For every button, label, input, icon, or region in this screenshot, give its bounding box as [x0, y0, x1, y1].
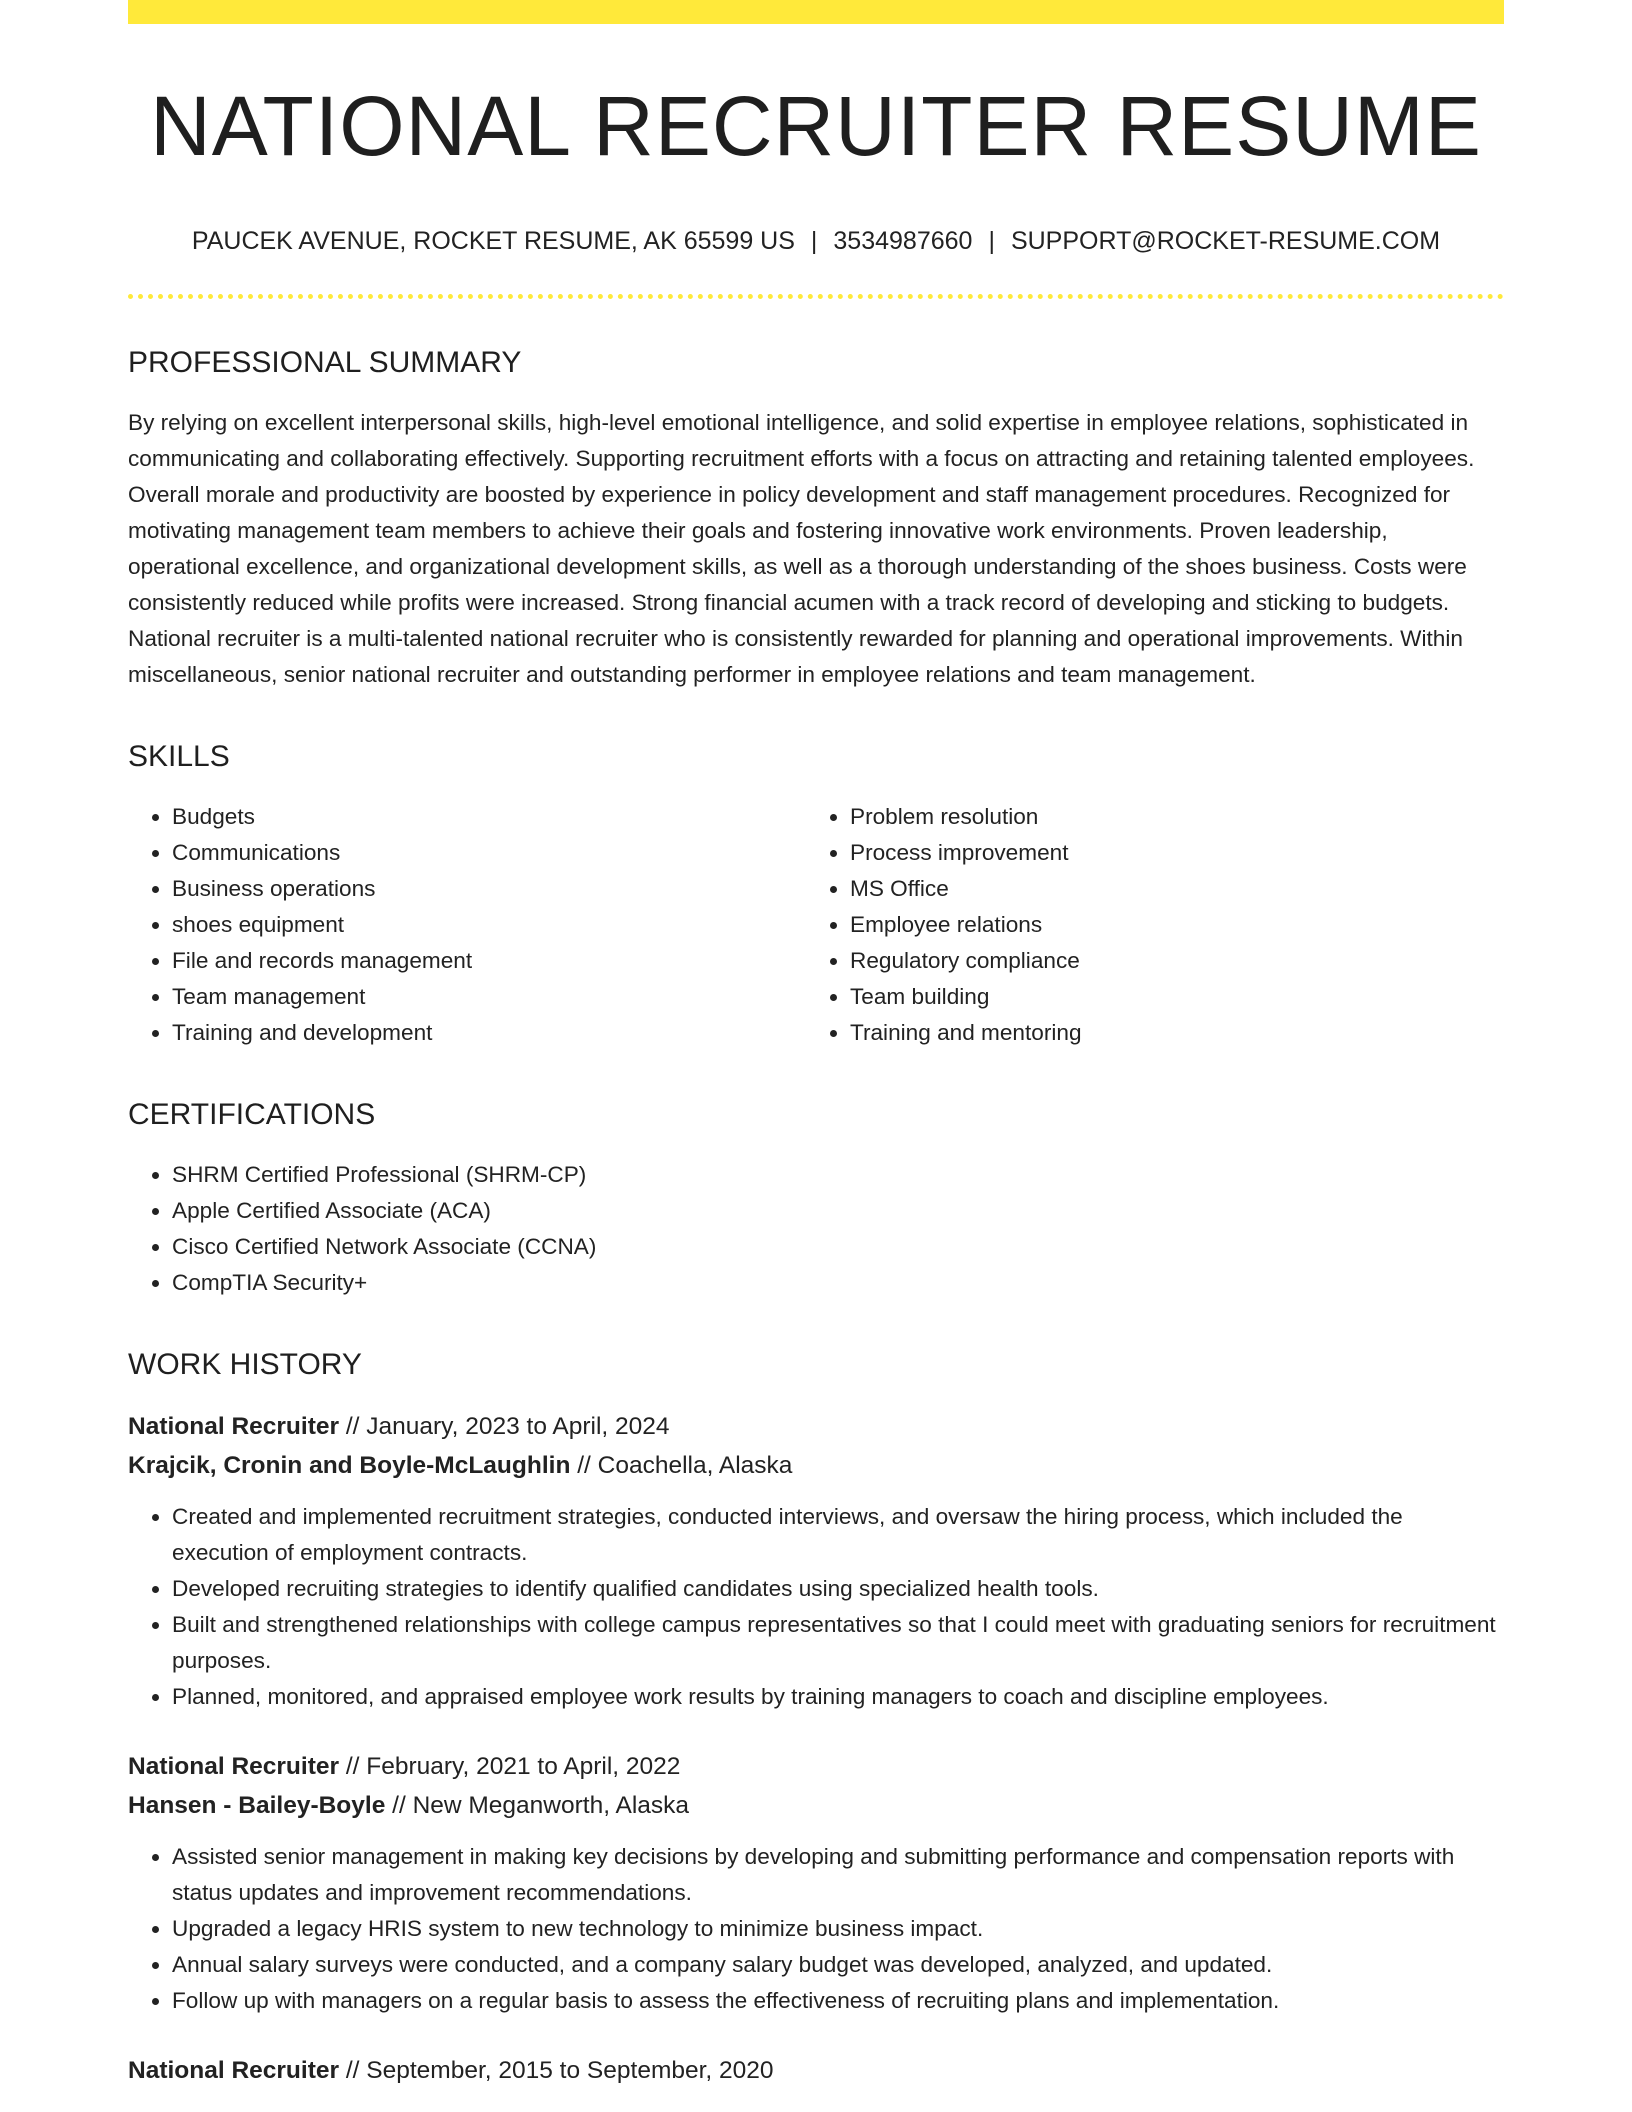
job-bullet: • Upgraded a legacy HRIS system to new technology to minimize business impact.	[172, 1911, 1504, 1947]
resume-page	[128, 0, 1504, 2090]
job-company: Krajcik, Cronin and Boyle-McLaughlin	[128, 1452, 571, 1480]
accent-top-bar	[128, 0, 1504, 24]
job-header	[128, 2051, 1504, 2090]
certification-item: • CompTIA Security+	[172, 1265, 1504, 1301]
job-bullets	[128, 1499, 1504, 1715]
job-company-line	[128, 1446, 1504, 1485]
certification-item: • Apple Certified Associate (ACA)	[172, 1193, 1504, 1229]
job-company: Hansen - Bailey-Boyle	[128, 1792, 386, 1820]
skill-item: • Communications	[172, 835, 806, 871]
summary-text: By relying on excellent interpersonal skills, high-level emotional intelligence, and solid expertise in employee relations, sophisticated in communicating and collaborating effectively. Supporting recruitment efforts with a focus on attracting and retaining talented employees. Overall morale and productivity are boosted by experience in policy development and staff management procedures. Recognized for motivating management team members to achieve their goals and fostering innovative work environments. Proven leadership, operational excellence, and organizational development skills, as well as a thorough understanding of the shoes business. Costs were consistently reduced while profits were increased. Strong financial acumen with a track record of developing and sticking to budgets. National recruiter is a multi-talented national recruiter who is consistently rewarded for planning and operational improvements. Within miscellaneous, senior national recruiter and outstanding performer in employee relations and team management.	[128, 410, 1475, 688]
job-bullet: • Assisted senior management in making key decisions by developing and submitting performance and compensation reports with status updates and improvement recommendations.	[172, 1839, 1504, 1911]
skills-list-left	[128, 799, 806, 1051]
dotted-divider	[128, 294, 1504, 299]
job-dates: // January, 2023 to April, 2024	[339, 1413, 670, 1441]
contact-separator: |	[988, 227, 995, 256]
job-dates: // February, 2021 to April, 2022	[339, 1753, 681, 1781]
certification-item: • Cisco Certified Network Associate (CCNA)	[172, 1229, 1504, 1265]
job-bullet: • Developed recruiting strategies to identify qualified candidates using specialized health tools.	[172, 1571, 1504, 1607]
job-location: // New Meganworth, Alaska	[385, 1792, 690, 1820]
resume-title: NATIONAL RECRUITER RESUME	[150, 79, 1482, 173]
skill-item: • Budgets	[172, 799, 806, 835]
certifications-list	[128, 1157, 1504, 1301]
skill-item: • Training and development	[172, 1015, 806, 1051]
skill-item: • Team building	[850, 979, 1484, 1015]
job-bullet: • Planned, monitored, and appraised employee work results by training managers to coach and discipline employees.	[172, 1679, 1504, 1715]
job-title: National Recruiter	[128, 1753, 340, 1781]
job-bullet: • Annual salary surveys were conducted, and a company salary budget was developed, analyzed, and updated.	[172, 1947, 1504, 1983]
job-company-line	[128, 1786, 1504, 1825]
job-dates: // September, 2015 to September, 2020	[339, 2057, 774, 2085]
skill-item: • Team management	[172, 979, 806, 1015]
job-title-line	[128, 1407, 1504, 1446]
contact-address: PAUCEK AVENUE, ROCKET RESUME, AK 65599 US	[191, 227, 795, 256]
contact-phone: 3534987660	[833, 227, 973, 256]
job-title: National Recruiter	[128, 1413, 340, 1441]
skill-item: • Problem resolution	[850, 799, 1484, 835]
job-bullet: • Follow up with managers on a regular basis to assess the effectiveness of recruiting plans and implementation.	[172, 1983, 1504, 2019]
summary-section	[128, 345, 1504, 693]
job-entry	[128, 1407, 1504, 1715]
job-entry	[128, 2051, 1504, 2090]
skills-section	[128, 739, 1504, 1051]
skill-item: • Regulatory compliance	[850, 943, 1484, 979]
job-header	[128, 1407, 1504, 1485]
job-bullet: • Built and strengthened relationships with college campus representatives so that I could meet with graduating seniors for recruitment purposes.	[172, 1607, 1504, 1679]
skills-list-right	[806, 799, 1484, 1051]
job-title: National Recruiter	[128, 2057, 340, 2085]
skill-item: • shoes equipment	[172, 907, 806, 943]
skill-item: • MS Office	[850, 871, 1484, 907]
certifications-heading: CERTIFICATIONS	[128, 1098, 376, 1132]
skills-heading: SKILLS	[128, 740, 230, 774]
skill-item: • Business operations	[172, 871, 806, 907]
skill-item: • Training and mentoring	[850, 1015, 1484, 1051]
work-history-heading: WORK HISTORY	[128, 1348, 362, 1382]
skill-item: • Process improvement	[850, 835, 1484, 871]
contact-email: SUPPORT@ROCKET-RESUME.COM	[1010, 227, 1441, 256]
job-bullet: • Created and implemented recruitment strategies, conducted interviews, and oversaw the hiring process, which included the execution of employment contracts.	[172, 1499, 1504, 1571]
certification-item: • SHRM Certified Professional (SHRM-CP)	[172, 1157, 1504, 1193]
skill-item: • Employee relations	[850, 907, 1484, 943]
contact-separator: |	[810, 227, 818, 256]
summary-heading: PROFESSIONAL SUMMARY	[128, 346, 522, 380]
contact-line	[128, 226, 1504, 256]
job-entry	[128, 1747, 1504, 2019]
job-title-line	[128, 2051, 1504, 2090]
work-history-section	[128, 1347, 1504, 2090]
job-title-line	[128, 1747, 1504, 1786]
job-location: // Coachella, Alaska	[570, 1452, 793, 1480]
skills-grid	[128, 799, 1504, 1051]
job-bullets	[128, 1839, 1504, 2019]
certifications-section	[128, 1097, 1504, 1301]
skill-item: • File and records management	[172, 943, 806, 979]
job-header	[128, 1747, 1504, 1825]
